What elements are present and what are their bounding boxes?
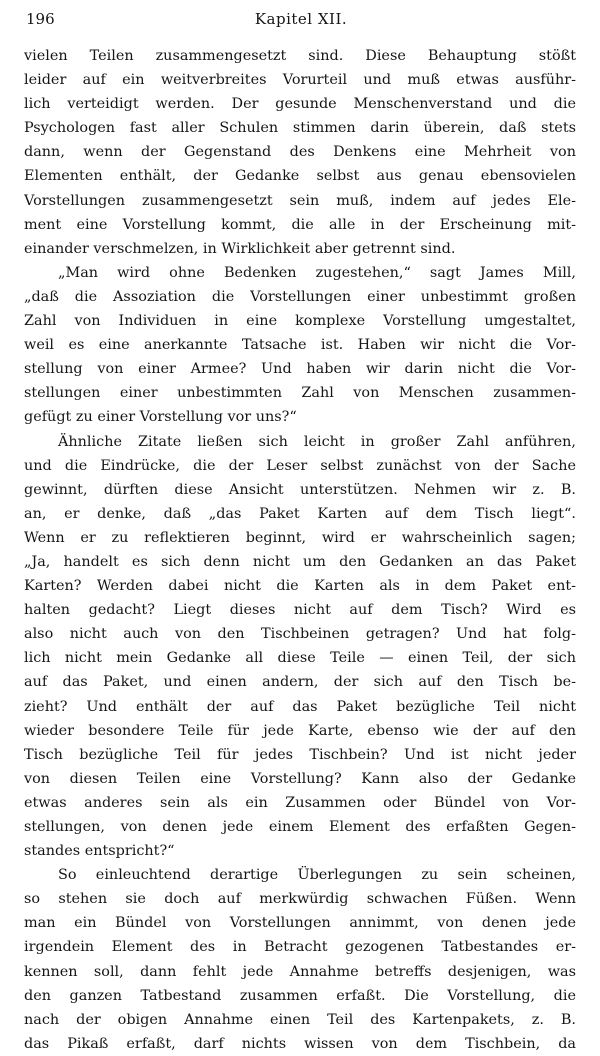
text-line: an, er denke, daß „das Paket Karten auf dem Tisch liegt“. xyxy=(24,505,576,522)
text-line: den ganzen Tatbestand zusammen erfaßt. Die Vorstellung, die xyxy=(24,987,576,1004)
text-line: gefügt zu einer Vorstellung vor uns?“ xyxy=(24,409,297,426)
text-line: halten gedacht? Liegt dieses nicht auf dem Tisch? Wird es xyxy=(24,602,576,619)
text-line: stellungen, von denen jede einem Element des erfaßten Gegen- xyxy=(24,819,576,835)
text-line: stellungen einer unbestimmten Zahl von Menschen zusammen- xyxy=(24,385,576,402)
text-line: stellung von einer Armee? Und haben wir darin nicht die Vor- xyxy=(24,361,576,378)
text-line: dann, wenn der Gegenstand des Denkens eine Mehrheit von xyxy=(24,144,576,161)
text-line: Karten? Werden dabei nicht die Karten als in dem Paket ent- xyxy=(24,578,576,595)
text-line: wieder besondere Teile für jede Karte, ebenso wie der auf den xyxy=(24,722,576,739)
text-line: Wenn er zu reflektieren beginnt, wird er wahrscheinlich sagen; xyxy=(24,529,576,546)
text-line: standes entspricht?“ xyxy=(24,843,175,860)
text-line: Ähnliche Zitate ließen sich leicht in großer Zahl anführen, xyxy=(58,433,576,450)
body-text xyxy=(24,44,576,1056)
text-line: Psychologen fast aller Schulen stimmen darin überein, daß stets xyxy=(24,120,576,137)
text-line: „Ja, handelt es sich denn nicht um den Gedanken an das Paket xyxy=(24,553,576,570)
text-line: ment eine Vorstellung kommt, die alle in der Erscheinung mit- xyxy=(24,216,576,233)
text-line: gewinnt, dürften diese Ansicht unterstützen. Nehmen wir z. B. xyxy=(24,481,576,498)
text-line: das Pikaß erfaßt, darf nichts wissen von dem Tischbein, da xyxy=(24,1035,576,1052)
text-line: Zahl von Individuen in eine komplexe Vorstellung umgestaltet, xyxy=(24,313,576,330)
text-line: „Man wird ohne Bedenken zugestehen,“ sagt James Mill, xyxy=(58,264,576,281)
text-line: man ein Bündel von Vorstellungen annimmt, von denen jede xyxy=(24,915,576,932)
text-line: auf das Paket, und einen andern, der sich auf den Tisch be- xyxy=(24,674,576,691)
text-line: lich nicht mein Gedanke all diese Teile — einen Teil, der sich xyxy=(24,650,576,667)
text-line: leider auf ein weitverbreites Vorurteil und muß etwas ausführ- xyxy=(24,72,576,89)
text-line: So einleuchtend derartige Überlegungen zu sein scheinen, xyxy=(58,867,576,884)
text-line: Tisch bezügliche Teil für jedes Tischbein? Und ist nicht jeder xyxy=(24,746,576,763)
text-line: weil es eine anerkannte Tatsache ist. Haben wir nicht die Vor- xyxy=(24,337,576,354)
running-title: Kapitel XII. xyxy=(254,10,348,28)
page-header xyxy=(26,10,576,32)
text-line: Elementen enthält, der Gedanke selbst aus genau ebensovielen xyxy=(24,168,576,185)
text-line: kennen soll, dann fehlt jede Annahme betreffs desjenigen, was xyxy=(24,963,576,980)
text-line: irgendein Element des in Betracht gezogenen Tatbestandes er- xyxy=(24,939,576,956)
text-line: „daß die Assoziation die Vorstellungen einer unbestimmt großen xyxy=(24,288,576,305)
text-line: also nicht auch von den Tischbeinen getragen? Und hat folg- xyxy=(24,626,576,643)
text-line: einander verschmelzen, in Wirklichkeit aber getrennt sind. xyxy=(24,240,456,257)
text-line: vielen Teilen zusammengesetzt sind. Diese Behauptung stößt xyxy=(24,48,576,64)
page-number: 196 xyxy=(26,10,55,28)
text-line: lich verteidigt werden. Der gesunde Menschenverstand und die xyxy=(24,96,576,113)
text-line: und die Eindrücke, die der Leser selbst zunächst von der Sache xyxy=(24,457,576,474)
text-line: von diesen Teilen eine Vorstellung? Kann also der Gedanke xyxy=(24,770,576,787)
text-line: so stehen sie doch auf merkwürdig schwachen Füßen. Wenn xyxy=(24,891,576,908)
text-line: nach der obigen Annahme einen Teil des Kartenpakets, z. B. xyxy=(24,1011,576,1028)
text-line: Vorstellungen zusammengesetzt sein muß, indem auf jedes Ele- xyxy=(24,192,576,209)
text-line: etwas anderes sein als ein Zusammen oder Bündel von Vor- xyxy=(24,794,576,811)
text-line: zieht? Und enthält der auf das Paket bezügliche Teil nicht xyxy=(24,698,576,715)
